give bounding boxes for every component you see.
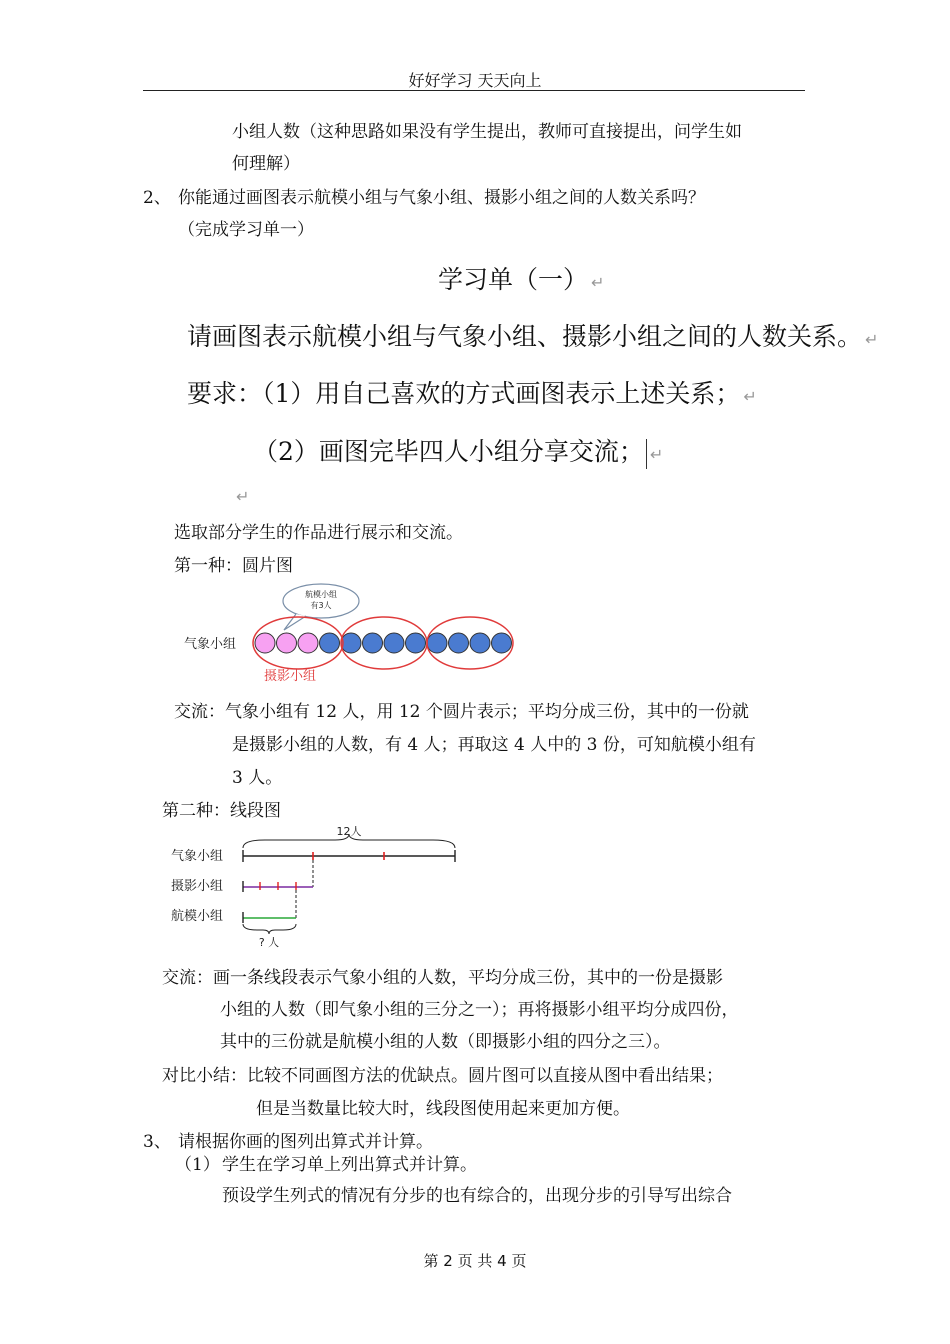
heading-circle-diagram: 第一种：圆片图: [174, 556, 293, 576]
para-line: 交流：画一条线段表示气象小组的人数，平均分成三份，其中的一份是摄影: [162, 968, 723, 988]
page-header: 好好学习 天天向上: [408, 71, 542, 90]
para-line: 是摄影小组的人数，有 4 人；再取这 4 人中的 3 份，可知航模小组有: [232, 735, 756, 755]
para-line: 其中的三份就是航模小组的人数（即摄影小组的四分之三）。: [220, 1032, 671, 1052]
unknown-label: ? 人: [258, 936, 280, 949]
pink-counter: [255, 633, 275, 653]
pink-counter: [298, 633, 318, 653]
label-photo-group: 摄影小组: [264, 669, 317, 684]
para-line: 预设学生列式的情况有分步的也有综合的，出现分步的引导写出综合: [222, 1186, 732, 1206]
para-show: 选取部分学生的作品进行展示和交流。: [174, 523, 463, 543]
para-line: 小组人数（这种思路如果没有学生提出，教师可直接提出，问学生如: [232, 122, 742, 142]
label-weather-group: 气象小组: [184, 637, 237, 652]
blue-counter: [470, 633, 490, 653]
sheet-requirement-1: 要求：（1）用自己喜欢的方式画图表示上述关系； ↵: [187, 379, 757, 408]
blue-counter: [427, 633, 447, 653]
label-weather-group: 气象小组: [171, 849, 224, 864]
item-number: 3、: [143, 1132, 171, 1152]
para-line: 何理解）: [232, 154, 300, 174]
blue-counter: [363, 633, 383, 653]
return-mark: ↵: [236, 487, 250, 506]
blue-counter: [406, 633, 426, 653]
page-footer: 第 2 页 共 4 页: [423, 1252, 527, 1270]
question-2: 你能通过画图表示航模小组与气象小组、摄影小组之间的人数关系吗？: [178, 188, 705, 208]
item-number: （1）: [175, 1155, 220, 1175]
header-rule: [143, 90, 805, 91]
blue-counter: [320, 633, 340, 653]
blue-counter: [449, 633, 469, 653]
para-line: 小组的人数（即气象小组的三分之一）；再将摄影小组平均分成四份，: [220, 1000, 739, 1020]
blue-counter: [341, 633, 361, 653]
circle-diagram: [180, 580, 540, 690]
item-number: 2、: [143, 188, 171, 208]
speech-bubble: [283, 584, 359, 630]
sheet-task: 请画图表示航模小组与气象小组、摄影小组之间的人数关系。 ↵: [187, 322, 879, 351]
line-diagram: [165, 820, 465, 955]
bubble-text-1: 航模小组: [305, 590, 337, 599]
pink-counter: [277, 633, 297, 653]
blue-counter: [384, 633, 404, 653]
blue-counter: [492, 633, 512, 653]
para-line: 3 人。: [232, 768, 283, 788]
para-line: 但是当数量比较大时，线段图使用起来更加方便。: [256, 1099, 630, 1119]
label-model-group: 航模小组: [171, 909, 224, 924]
bottom-brace: [243, 924, 296, 934]
para-line: 对比小结：比较不同画图方法的优缺点。圆片图可以直接从图中看出结果；: [162, 1066, 723, 1086]
question-3: 请根据你画的图列出算式并计算。: [178, 1132, 433, 1152]
question-2-note: （完成学习单一）: [178, 220, 314, 240]
sheet-title: 学习单（一） ↵: [438, 265, 605, 294]
bubble-text-2: 有3人: [310, 601, 332, 610]
total-label: 12人: [336, 825, 362, 838]
heading-line-diagram: 第二种：线段图: [162, 801, 281, 821]
sheet-requirement-2: （2）画图完毕四人小组分享交流； ↵: [253, 432, 663, 469]
para-line: 交流：气象小组有 12 人，用 12 个圆片表示；平均分成三份，其中的一份就: [174, 702, 749, 722]
question-3-1: 学生在学习单上列出算式并计算。: [222, 1155, 477, 1175]
top-brace: [243, 834, 455, 848]
label-photo-group: 摄影小组: [171, 879, 224, 894]
